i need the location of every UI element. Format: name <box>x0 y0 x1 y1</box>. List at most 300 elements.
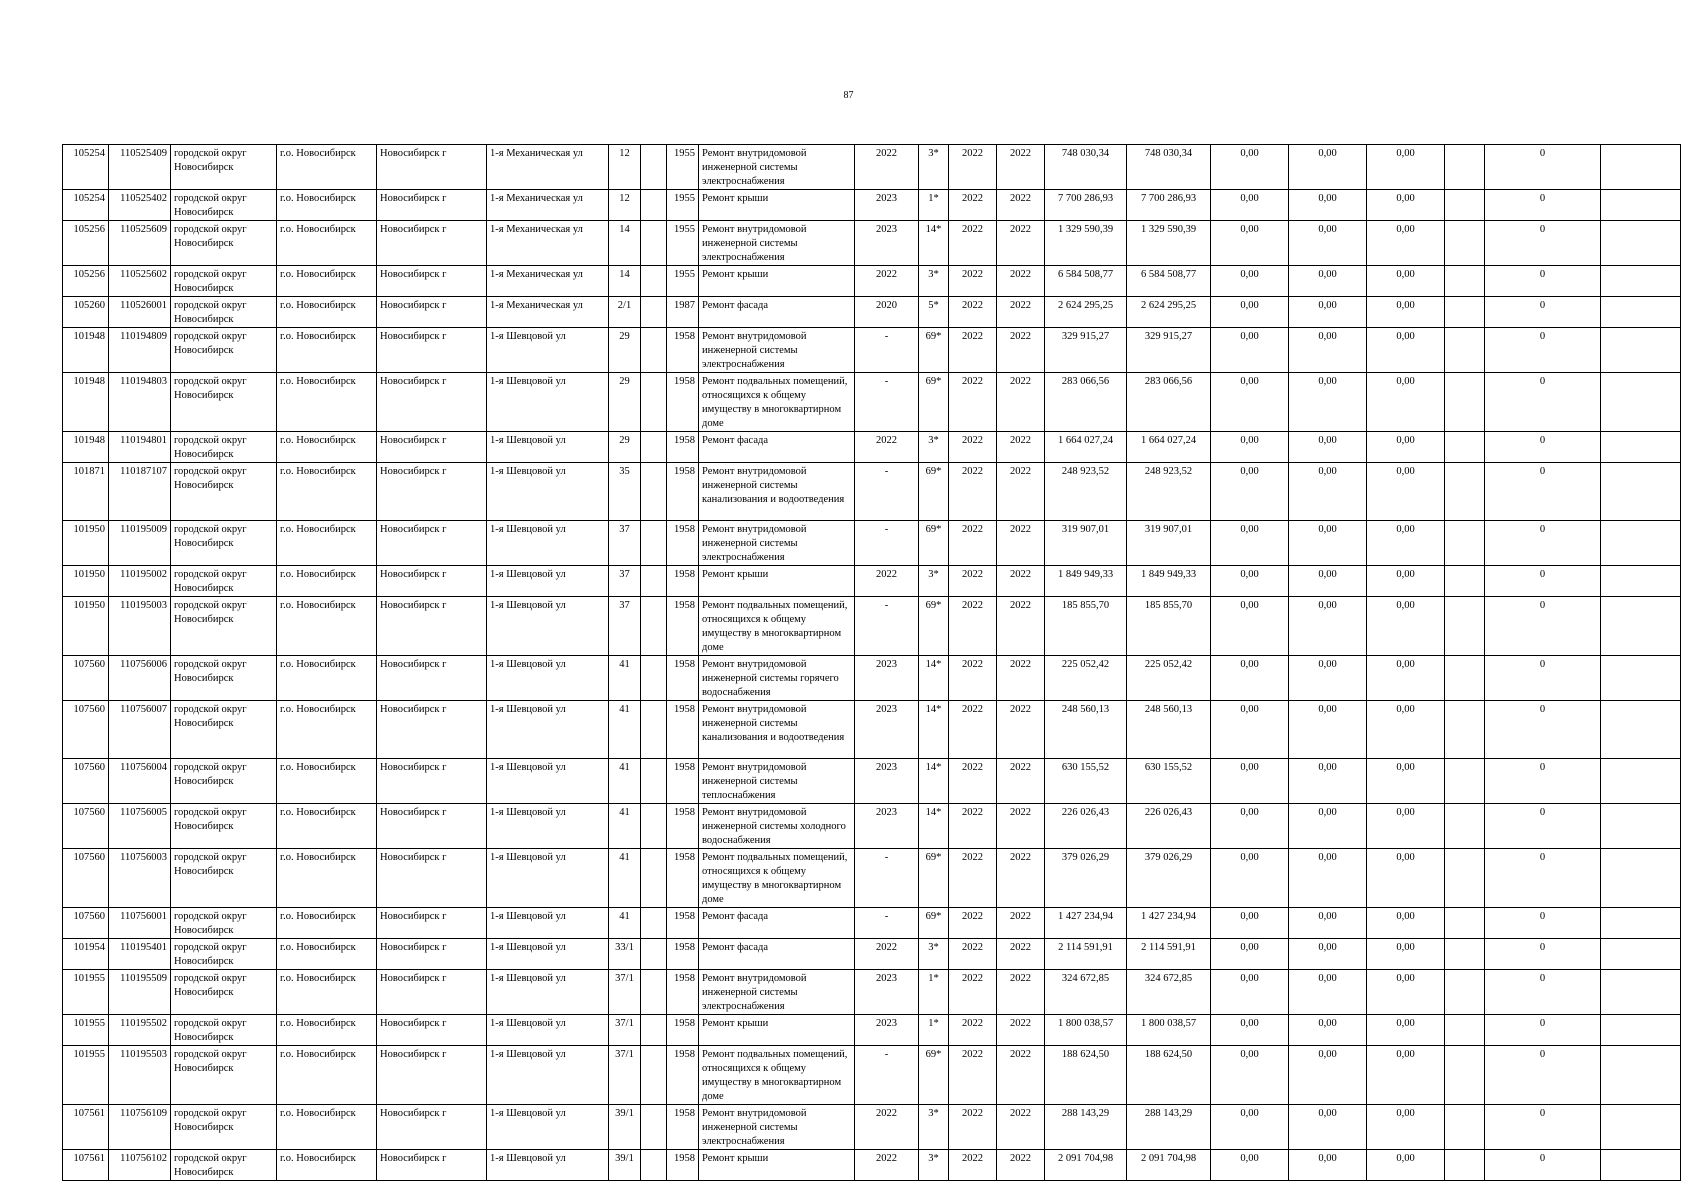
subsidy-2-cell: 0,00 <box>1289 1150 1367 1181</box>
plan-start-year-cell: 2022 <box>949 908 997 939</box>
empty-cell <box>1445 432 1485 463</box>
total-cost-cell: 1 800 038,57 <box>1045 1015 1127 1046</box>
municipality-cell: городской округ Новосибирск <box>171 297 277 328</box>
korpus-cell <box>641 373 667 432</box>
year-built-cell: 1958 <box>667 759 699 804</box>
table-row <box>63 597 1681 656</box>
subsidy-2-cell: 0,00 <box>1289 597 1367 656</box>
settlement-type-cell: г.о. Новосибирск <box>277 566 377 597</box>
plan-end-year-cell: 2022 <box>997 849 1045 908</box>
city-cell: Новосибирск г <box>377 145 487 190</box>
empty-cell <box>1445 145 1485 190</box>
row-code: 110756001 <box>109 908 171 939</box>
subsidy-2-cell: 0,00 <box>1289 759 1367 804</box>
settlement-type-cell: г.о. Новосибирск <box>277 1046 377 1105</box>
count-cell: 0 <box>1485 432 1601 463</box>
settlement-type-cell: г.о. Новосибирск <box>277 266 377 297</box>
plan-start-year-cell: 2022 <box>949 463 997 521</box>
street-cell: 1-я Шевцовой ул <box>487 597 609 656</box>
previous-repair-year-cell: 2023 <box>855 701 919 759</box>
previous-repair-year-cell: - <box>855 597 919 656</box>
row-id: 105256 <box>63 266 109 297</box>
empty-cell <box>1445 970 1485 1015</box>
count-cell: 0 <box>1485 849 1601 908</box>
year-built-cell: 1955 <box>667 221 699 266</box>
total-cost-cell: 329 915,27 <box>1045 328 1127 373</box>
work-type-cell: Ремонт крыши <box>699 1150 855 1181</box>
fund-cost-cell: 1 800 038,57 <box>1127 1015 1211 1046</box>
row-code: 110756007 <box>109 701 171 759</box>
plan-start-year-cell: 2022 <box>949 432 997 463</box>
fund-cost-cell: 226 026,43 <box>1127 804 1211 849</box>
work-type-cell: Ремонт крыши <box>699 566 855 597</box>
plan-end-year-cell: 2022 <box>997 1150 1045 1181</box>
plan-start-year-cell: 2022 <box>949 701 997 759</box>
count-cell: 0 <box>1485 701 1601 759</box>
norm-cell: 69* <box>919 597 949 656</box>
plan-end-year-cell: 2022 <box>997 908 1045 939</box>
city-cell: Новосибирск г <box>377 463 487 521</box>
table-row <box>63 432 1681 463</box>
subsidy-3-cell: 0,00 <box>1367 463 1445 521</box>
norm-cell: 69* <box>919 849 949 908</box>
house-number-cell: 12 <box>609 190 641 221</box>
municipality-cell: городской округ Новосибирск <box>171 221 277 266</box>
subsidy-3-cell: 0,00 <box>1367 970 1445 1015</box>
table-row <box>63 1015 1681 1046</box>
total-cost-cell: 225 052,42 <box>1045 656 1127 701</box>
house-number-cell: 37/1 <box>609 970 641 1015</box>
subsidy-1-cell: 0,00 <box>1211 656 1289 701</box>
norm-cell: 3* <box>919 1105 949 1150</box>
previous-repair-year-cell: - <box>855 328 919 373</box>
fund-cost-cell: 248 560,13 <box>1127 701 1211 759</box>
municipality-cell: городской округ Новосибирск <box>171 1150 277 1181</box>
settlement-type-cell: г.о. Новосибирск <box>277 373 377 432</box>
city-cell: Новосибирск г <box>377 297 487 328</box>
fund-cost-cell: 188 624,50 <box>1127 1046 1211 1105</box>
subsidy-1-cell: 0,00 <box>1211 908 1289 939</box>
settlement-type-cell: г.о. Новосибирск <box>277 463 377 521</box>
subsidy-2-cell: 0,00 <box>1289 373 1367 432</box>
street-cell: 1-я Шевцовой ул <box>487 970 609 1015</box>
count-cell: 0 <box>1485 297 1601 328</box>
subsidy-3-cell: 0,00 <box>1367 221 1445 266</box>
row-code: 110195503 <box>109 1046 171 1105</box>
fund-cost-cell: 2 114 591,91 <box>1127 939 1211 970</box>
table-row <box>63 1046 1681 1105</box>
fund-cost-cell: 379 026,29 <box>1127 849 1211 908</box>
work-type-cell: Ремонт внутридомовой инженерной системы холодного водоснабжения <box>699 804 855 849</box>
norm-cell: 5* <box>919 297 949 328</box>
korpus-cell <box>641 597 667 656</box>
house-number-cell: 33/1 <box>609 939 641 970</box>
municipality-cell: городской округ Новосибирск <box>171 1046 277 1105</box>
empty-cell <box>1445 463 1485 521</box>
city-cell: Новосибирск г <box>377 521 487 566</box>
subsidy-1-cell: 0,00 <box>1211 1105 1289 1150</box>
subsidy-3-cell: 0,00 <box>1367 849 1445 908</box>
row-code: 110756006 <box>109 656 171 701</box>
house-number-cell: 41 <box>609 908 641 939</box>
plan-start-year-cell: 2022 <box>949 1046 997 1105</box>
subsidy-1-cell: 0,00 <box>1211 266 1289 297</box>
empty-cell <box>1445 1105 1485 1150</box>
subsidy-2-cell: 0,00 <box>1289 221 1367 266</box>
empty-cell <box>1445 1015 1485 1046</box>
korpus-cell <box>641 432 667 463</box>
previous-repair-year-cell: - <box>855 521 919 566</box>
norm-cell: 14* <box>919 656 949 701</box>
row-code: 110756102 <box>109 1150 171 1181</box>
subsidy-1-cell: 0,00 <box>1211 190 1289 221</box>
row-code: 110526001 <box>109 297 171 328</box>
subsidy-3-cell: 0,00 <box>1367 432 1445 463</box>
year-built-cell: 1955 <box>667 145 699 190</box>
row-id: 107561 <box>63 1150 109 1181</box>
fund-cost-cell: 1 664 027,24 <box>1127 432 1211 463</box>
norm-cell: 1* <box>919 970 949 1015</box>
year-built-cell: 1987 <box>667 297 699 328</box>
fund-cost-cell: 319 907,01 <box>1127 521 1211 566</box>
table-row <box>63 1105 1681 1150</box>
total-cost-cell: 379 026,29 <box>1045 849 1127 908</box>
count-cell: 0 <box>1485 759 1601 804</box>
work-type-cell: Ремонт внутридомовой инженерной системы электроснабжения <box>699 328 855 373</box>
year-built-cell: 1958 <box>667 970 699 1015</box>
plan-end-year-cell: 2022 <box>997 1046 1045 1105</box>
work-type-cell: Ремонт подвальных помещений, относящихся к общему имуществу в многоквартирном доме <box>699 1046 855 1105</box>
year-built-cell: 1958 <box>667 939 699 970</box>
municipality-cell: городской округ Новосибирск <box>171 328 277 373</box>
municipality-cell: городской округ Новосибирск <box>171 701 277 759</box>
street-cell: 1-я Шевцовой ул <box>487 908 609 939</box>
plan-start-year-cell: 2022 <box>949 849 997 908</box>
row-code: 110195502 <box>109 1015 171 1046</box>
count-cell: 0 <box>1485 1046 1601 1105</box>
subsidy-3-cell: 0,00 <box>1367 908 1445 939</box>
empty-cell <box>1601 939 1681 970</box>
street-cell: 1-я Шевцовой ул <box>487 701 609 759</box>
previous-repair-year-cell: 2023 <box>855 1015 919 1046</box>
empty-cell <box>1601 566 1681 597</box>
year-built-cell: 1958 <box>667 1150 699 1181</box>
row-id: 107560 <box>63 849 109 908</box>
subsidy-1-cell: 0,00 <box>1211 804 1289 849</box>
plan-end-year-cell: 2022 <box>997 656 1045 701</box>
work-type-cell: Ремонт подвальных помещений, относящихся к общему имуществу в многоквартирном доме <box>699 373 855 432</box>
empty-cell <box>1445 566 1485 597</box>
plan-end-year-cell: 2022 <box>997 939 1045 970</box>
total-cost-cell: 1 664 027,24 <box>1045 432 1127 463</box>
count-cell: 0 <box>1485 908 1601 939</box>
work-type-cell: Ремонт внутридомовой инженерной системы теплоснабжения <box>699 759 855 804</box>
total-cost-cell: 2 091 704,98 <box>1045 1150 1127 1181</box>
plan-end-year-cell: 2022 <box>997 701 1045 759</box>
city-cell: Новосибирск г <box>377 939 487 970</box>
plan-end-year-cell: 2022 <box>997 221 1045 266</box>
subsidy-1-cell: 0,00 <box>1211 463 1289 521</box>
municipality-cell: городской округ Новосибирск <box>171 1015 277 1046</box>
row-code: 110195009 <box>109 521 171 566</box>
subsidy-2-cell: 0,00 <box>1289 1105 1367 1150</box>
city-cell: Новосибирск г <box>377 566 487 597</box>
street-cell: 1-я Шевцовой ул <box>487 373 609 432</box>
municipality-cell: городской округ Новосибирск <box>171 1105 277 1150</box>
previous-repair-year-cell: 2022 <box>855 1105 919 1150</box>
city-cell: Новосибирск г <box>377 849 487 908</box>
city-cell: Новосибирск г <box>377 656 487 701</box>
municipality-cell: городской округ Новосибирск <box>171 373 277 432</box>
street-cell: 1-я Шевцовой ул <box>487 759 609 804</box>
fund-cost-cell: 329 915,27 <box>1127 328 1211 373</box>
subsidy-2-cell: 0,00 <box>1289 521 1367 566</box>
korpus-cell <box>641 521 667 566</box>
row-id: 101948 <box>63 328 109 373</box>
fund-cost-cell: 283 066,56 <box>1127 373 1211 432</box>
norm-cell: 14* <box>919 701 949 759</box>
house-number-cell: 37 <box>609 566 641 597</box>
subsidy-2-cell: 0,00 <box>1289 804 1367 849</box>
row-code: 110195509 <box>109 970 171 1015</box>
city-cell: Новосибирск г <box>377 190 487 221</box>
subsidy-3-cell: 0,00 <box>1367 297 1445 328</box>
city-cell: Новосибирск г <box>377 1046 487 1105</box>
house-number-cell: 41 <box>609 701 641 759</box>
subsidy-3-cell: 0,00 <box>1367 566 1445 597</box>
work-type-cell: Ремонт фасада <box>699 432 855 463</box>
city-cell: Новосибирск г <box>377 221 487 266</box>
year-built-cell: 1958 <box>667 701 699 759</box>
row-id: 101955 <box>63 970 109 1015</box>
norm-cell: 3* <box>919 145 949 190</box>
municipality-cell: городской округ Новосибирск <box>171 597 277 656</box>
row-id: 101948 <box>63 373 109 432</box>
work-type-cell: Ремонт фасада <box>699 939 855 970</box>
settlement-type-cell: г.о. Новосибирск <box>277 521 377 566</box>
count-cell: 0 <box>1485 145 1601 190</box>
table-row <box>63 221 1681 266</box>
korpus-cell <box>641 656 667 701</box>
norm-cell: 1* <box>919 1015 949 1046</box>
settlement-type-cell: г.о. Новосибирск <box>277 1105 377 1150</box>
subsidy-3-cell: 0,00 <box>1367 373 1445 432</box>
house-number-cell: 41 <box>609 804 641 849</box>
total-cost-cell: 248 560,13 <box>1045 701 1127 759</box>
year-built-cell: 1958 <box>667 908 699 939</box>
norm-cell: 3* <box>919 432 949 463</box>
year-built-cell: 1958 <box>667 656 699 701</box>
year-built-cell: 1958 <box>667 328 699 373</box>
subsidy-3-cell: 0,00 <box>1367 656 1445 701</box>
empty-cell <box>1445 804 1485 849</box>
work-type-cell: Ремонт внутридомовой инженерной системы канализования и водоотведения <box>699 701 855 759</box>
row-code: 110756003 <box>109 849 171 908</box>
table-row <box>63 759 1681 804</box>
subsidy-1-cell: 0,00 <box>1211 597 1289 656</box>
row-id: 105254 <box>63 145 109 190</box>
house-number-cell: 14 <box>609 221 641 266</box>
empty-cell <box>1601 970 1681 1015</box>
korpus-cell <box>641 221 667 266</box>
plan-end-year-cell: 2022 <box>997 566 1045 597</box>
plan-start-year-cell: 2022 <box>949 373 997 432</box>
row-code: 110195401 <box>109 939 171 970</box>
previous-repair-year-cell: 2023 <box>855 970 919 1015</box>
korpus-cell <box>641 297 667 328</box>
street-cell: 1-я Шевцовой ул <box>487 1046 609 1105</box>
korpus-cell <box>641 804 667 849</box>
previous-repair-year-cell: 2022 <box>855 566 919 597</box>
subsidy-1-cell: 0,00 <box>1211 1046 1289 1105</box>
subsidy-3-cell: 0,00 <box>1367 266 1445 297</box>
korpus-cell <box>641 328 667 373</box>
municipality-cell: городской округ Новосибирск <box>171 521 277 566</box>
subsidy-2-cell: 0,00 <box>1289 328 1367 373</box>
subsidy-3-cell: 0,00 <box>1367 759 1445 804</box>
settlement-type-cell: г.о. Новосибирск <box>277 1150 377 1181</box>
row-code: 110525602 <box>109 266 171 297</box>
year-built-cell: 1958 <box>667 521 699 566</box>
previous-repair-year-cell: - <box>855 373 919 432</box>
subsidy-2-cell: 0,00 <box>1289 463 1367 521</box>
table-row <box>63 908 1681 939</box>
plan-end-year-cell: 2022 <box>997 521 1045 566</box>
settlement-type-cell: г.о. Новосибирск <box>277 328 377 373</box>
house-number-cell: 37/1 <box>609 1046 641 1105</box>
fund-cost-cell: 185 855,70 <box>1127 597 1211 656</box>
work-type-cell: Ремонт внутридомовой инженерной системы электроснабжения <box>699 970 855 1015</box>
norm-cell: 69* <box>919 908 949 939</box>
row-code: 110756109 <box>109 1105 171 1150</box>
municipality-cell: городской округ Новосибирск <box>171 145 277 190</box>
year-built-cell: 1958 <box>667 432 699 463</box>
subsidy-3-cell: 0,00 <box>1367 1015 1445 1046</box>
city-cell: Новосибирск г <box>377 804 487 849</box>
city-cell: Новосибирск г <box>377 328 487 373</box>
empty-cell <box>1601 432 1681 463</box>
row-id: 107560 <box>63 908 109 939</box>
previous-repair-year-cell: 2022 <box>855 432 919 463</box>
subsidy-2-cell: 0,00 <box>1289 1046 1367 1105</box>
house-number-cell: 35 <box>609 463 641 521</box>
house-number-cell: 37/1 <box>609 1015 641 1046</box>
settlement-type-cell: г.о. Новосибирск <box>277 939 377 970</box>
city-cell: Новосибирск г <box>377 1105 487 1150</box>
table-body <box>63 145 1681 1181</box>
row-id: 101955 <box>63 1046 109 1105</box>
empty-cell <box>1601 1015 1681 1046</box>
korpus-cell <box>641 701 667 759</box>
municipality-cell: городской округ Новосибирск <box>171 804 277 849</box>
previous-repair-year-cell: 2022 <box>855 1150 919 1181</box>
subsidy-1-cell: 0,00 <box>1211 328 1289 373</box>
korpus-cell <box>641 1105 667 1150</box>
subsidy-3-cell: 0,00 <box>1367 939 1445 970</box>
table-row <box>63 656 1681 701</box>
year-built-cell: 1958 <box>667 566 699 597</box>
empty-cell <box>1601 145 1681 190</box>
table-row <box>63 463 1681 521</box>
street-cell: 1-я Шевцовой ул <box>487 328 609 373</box>
work-type-cell: Ремонт крыши <box>699 190 855 221</box>
korpus-cell <box>641 908 667 939</box>
row-id: 101950 <box>63 566 109 597</box>
table-row <box>63 566 1681 597</box>
previous-repair-year-cell: 2022 <box>855 266 919 297</box>
count-cell: 0 <box>1485 939 1601 970</box>
city-cell: Новосибирск г <box>377 432 487 463</box>
row-id: 107561 <box>63 1105 109 1150</box>
table-row <box>63 266 1681 297</box>
previous-repair-year-cell: - <box>855 1046 919 1105</box>
previous-repair-year-cell: 2023 <box>855 656 919 701</box>
subsidy-1-cell: 0,00 <box>1211 849 1289 908</box>
empty-cell <box>1445 597 1485 656</box>
total-cost-cell: 2 624 295,25 <box>1045 297 1127 328</box>
plan-end-year-cell: 2022 <box>997 373 1045 432</box>
plan-end-year-cell: 2022 <box>997 297 1045 328</box>
previous-repair-year-cell: 2022 <box>855 939 919 970</box>
settlement-type-cell: г.о. Новосибирск <box>277 432 377 463</box>
plan-end-year-cell: 2022 <box>997 1105 1045 1150</box>
previous-repair-year-cell: 2023 <box>855 759 919 804</box>
subsidy-1-cell: 0,00 <box>1211 970 1289 1015</box>
year-built-cell: 1958 <box>667 1015 699 1046</box>
subsidy-2-cell: 0,00 <box>1289 939 1367 970</box>
street-cell: 1-я Шевцовой ул <box>487 804 609 849</box>
fund-cost-cell: 7 700 286,93 <box>1127 190 1211 221</box>
plan-start-year-cell: 2022 <box>949 1105 997 1150</box>
empty-cell <box>1445 759 1485 804</box>
municipality-cell: городской округ Новосибирск <box>171 656 277 701</box>
street-cell: 1-я Шевцовой ул <box>487 463 609 521</box>
settlement-type-cell: г.о. Новосибирск <box>277 597 377 656</box>
empty-cell <box>1601 1046 1681 1105</box>
empty-cell <box>1445 297 1485 328</box>
subsidy-3-cell: 0,00 <box>1367 145 1445 190</box>
fund-cost-cell: 630 155,52 <box>1127 759 1211 804</box>
norm-cell: 3* <box>919 566 949 597</box>
plan-start-year-cell: 2022 <box>949 970 997 1015</box>
settlement-type-cell: г.о. Новосибирск <box>277 701 377 759</box>
previous-repair-year-cell: 2020 <box>855 297 919 328</box>
subsidy-3-cell: 0,00 <box>1367 1150 1445 1181</box>
table-row <box>63 1150 1681 1181</box>
count-cell: 0 <box>1485 656 1601 701</box>
fund-cost-cell: 2 624 295,25 <box>1127 297 1211 328</box>
plan-start-year-cell: 2022 <box>949 656 997 701</box>
year-built-cell: 1958 <box>667 373 699 432</box>
empty-cell <box>1601 266 1681 297</box>
table-row <box>63 328 1681 373</box>
plan-start-year-cell: 2022 <box>949 804 997 849</box>
norm-cell: 69* <box>919 373 949 432</box>
total-cost-cell: 226 026,43 <box>1045 804 1127 849</box>
subsidy-1-cell: 0,00 <box>1211 297 1289 328</box>
korpus-cell <box>641 849 667 908</box>
norm-cell: 3* <box>919 939 949 970</box>
row-id: 105260 <box>63 297 109 328</box>
fund-cost-cell: 2 091 704,98 <box>1127 1150 1211 1181</box>
settlement-type-cell: г.о. Новосибирск <box>277 297 377 328</box>
plan-end-year-cell: 2022 <box>997 432 1045 463</box>
subsidy-1-cell: 0,00 <box>1211 432 1289 463</box>
row-code: 110195003 <box>109 597 171 656</box>
empty-cell <box>1445 1150 1485 1181</box>
subsidy-2-cell: 0,00 <box>1289 701 1367 759</box>
year-built-cell: 1958 <box>667 1105 699 1150</box>
